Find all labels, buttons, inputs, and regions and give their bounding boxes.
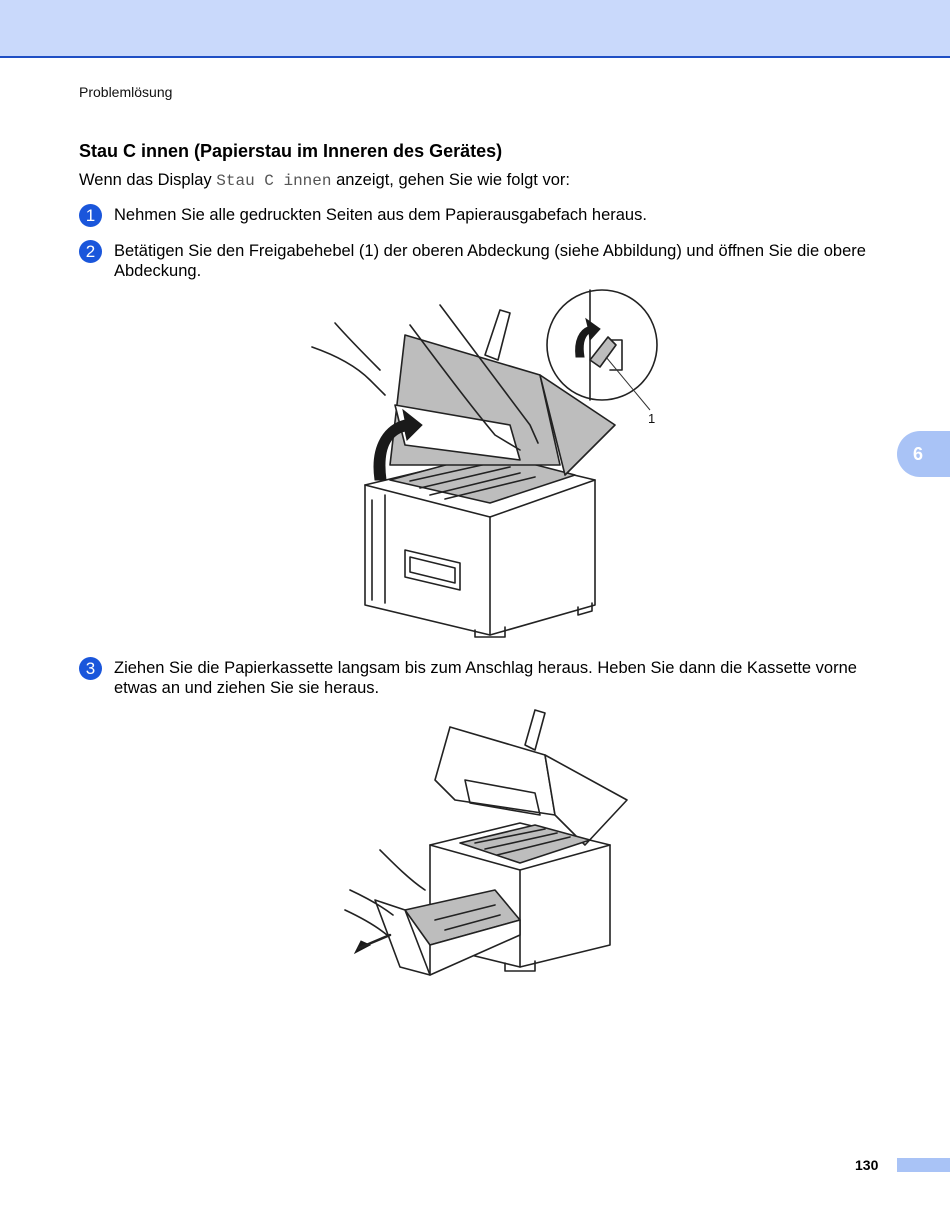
- intro-paragraph: [79, 171, 570, 190]
- page-number: 130: [855, 1157, 879, 1173]
- page-number-bar: [897, 1158, 950, 1172]
- step-number-badge: 1: [79, 204, 102, 227]
- printer-cassette-illustration: [335, 705, 635, 985]
- callout-label: 1: [648, 411, 656, 426]
- printer-open-cover-illustration: [310, 285, 670, 645]
- section-label: Problemlösung: [79, 84, 173, 100]
- header-band: [0, 0, 950, 58]
- chapter-tab[interactable]: 6: [897, 431, 950, 477]
- figure-open-top-cover: [310, 285, 670, 650]
- display-message: Stau C innen: [216, 172, 332, 190]
- step-text: Ziehen Sie die Papierkassette langsam bis zum Anschlag heraus. Heben Sie dann die Kassette vorne etwas an und ziehen Sie sie heraus.: [114, 659, 857, 697]
- intro-text-after: anzeigt, gehen Sie wie folgt vor:: [331, 171, 570, 189]
- step-number-badge: 3: [79, 657, 102, 680]
- intro-text-before: Wenn das Display: [79, 171, 217, 189]
- step-text: Nehmen Sie alle gedruckten Seiten aus dem Papierausgabefach heraus.: [114, 206, 647, 224]
- step-number-badge: 2: [79, 240, 102, 263]
- section-heading: Stau C innen (Papierstau im Inneren des Gerätes): [79, 141, 503, 161]
- figure-pull-paper-cassette: [335, 705, 635, 990]
- step-text: Betätigen Sie den Freigabehebel (1) der oberen Abdeckung (siehe Abbildung) und öffnen Sie die obere Abdeckung.: [114, 242, 866, 280]
